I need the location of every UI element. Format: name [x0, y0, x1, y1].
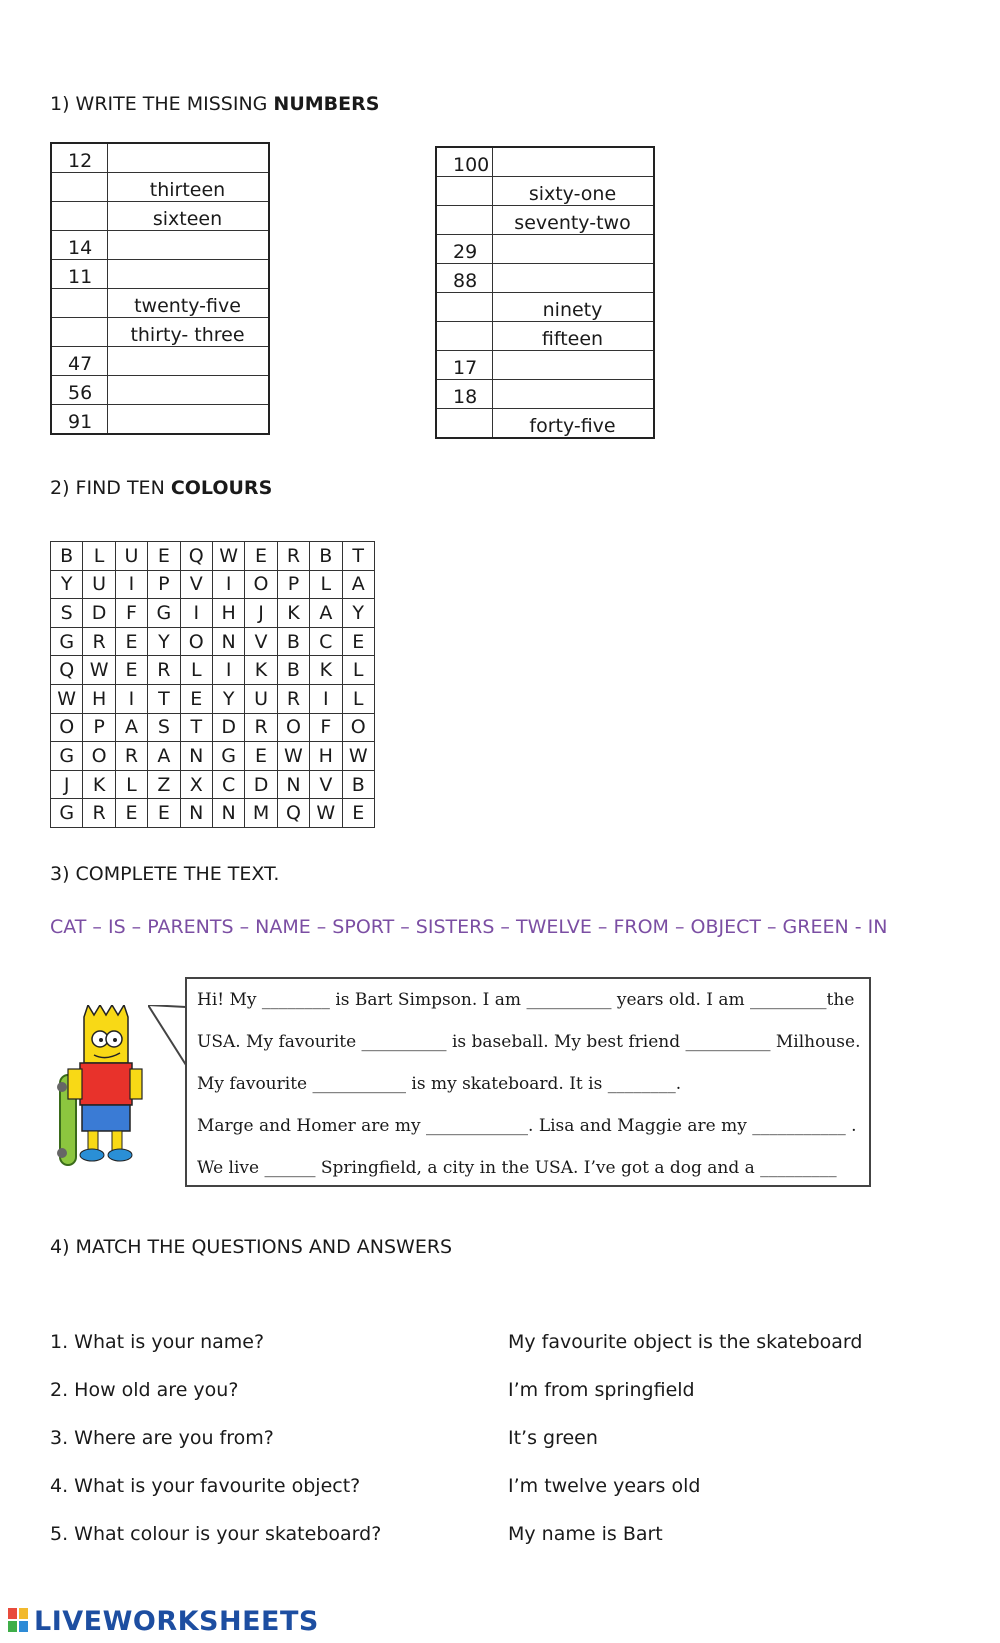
grid-row [51, 713, 375, 742]
grid-letter[interactable]: I [115, 570, 147, 599]
numbers-table-left [50, 142, 270, 435]
grid-row [51, 542, 375, 571]
word-cell[interactable]: twenty-five [107, 289, 269, 318]
answer-1: My favourite object is the skateboard [508, 1331, 863, 1353]
answer-2: I’m from springfield [508, 1379, 695, 1401]
grid-letter[interactable]: V [245, 627, 277, 656]
grid-letter[interactable]: N [277, 770, 309, 799]
grid-letter[interactable]: I [212, 656, 244, 685]
story-line-5: We live ______ Springfield, a city in the USA. I’ve got a dog and a _________ [197, 1158, 837, 1178]
logo-text: LIVEWORKSHEETS [34, 1605, 319, 1637]
grid-letter[interactable]: E [342, 799, 374, 828]
number-cell[interactable]: 11 [51, 260, 107, 289]
grid-row [51, 770, 375, 799]
grid-letter[interactable]: Q [51, 656, 83, 685]
grid-letter[interactable]: Q [277, 799, 309, 828]
number-cell[interactable]: 29 [436, 235, 492, 264]
grid-letter[interactable]: G [51, 627, 83, 656]
grid-letter[interactable]: O [342, 713, 374, 742]
story-line-3: My favourite ___________ is my skateboard. It is ________. [197, 1074, 682, 1094]
grid-letter[interactable]: O [180, 627, 212, 656]
number-row [51, 289, 269, 318]
grid-letter[interactable]: S [148, 713, 180, 742]
word-cell[interactable]: fifteen [492, 322, 654, 351]
number-row [51, 173, 269, 202]
grid-letter[interactable]: B [51, 542, 83, 571]
question-3: 3. Where are you from? [50, 1427, 274, 1449]
grid-letter[interactable]: U [83, 570, 115, 599]
grid-row [51, 599, 375, 628]
number-row [51, 405, 269, 435]
number-cell[interactable]: 18 [436, 380, 492, 409]
grid-letter[interactable]: E [115, 627, 147, 656]
number-row [51, 347, 269, 376]
numbers-table-right [435, 146, 655, 439]
grid-letter[interactable]: F [115, 599, 147, 628]
grid-letter[interactable]: K [277, 599, 309, 628]
word-cell[interactable] [492, 235, 654, 264]
grid-letter[interactable]: Y [342, 599, 374, 628]
number-cell[interactable]: 100 [436, 147, 492, 177]
grid-letter[interactable]: W [83, 656, 115, 685]
grid-letter[interactable]: D [212, 713, 244, 742]
grid-letter[interactable]: C [310, 627, 342, 656]
grid-letter[interactable]: X [180, 770, 212, 799]
grid-row [51, 627, 375, 656]
grid-letter[interactable]: T [148, 684, 180, 713]
number-row [436, 177, 654, 206]
section-2-heading [50, 477, 272, 499]
grid-letter[interactable]: N [212, 799, 244, 828]
number-cell[interactable] [51, 318, 107, 347]
word-cell[interactable] [107, 347, 269, 376]
grid-letter[interactable]: Q [180, 542, 212, 571]
grid-letter[interactable]: O [51, 713, 83, 742]
grid-letter[interactable]: U [115, 542, 147, 571]
number-row [51, 376, 269, 405]
grid-letter[interactable]: O [83, 742, 115, 771]
grid-row [51, 656, 375, 685]
word-cell[interactable] [107, 143, 269, 173]
word-cell[interactable] [107, 405, 269, 435]
grid-letter[interactable]: R [148, 656, 180, 685]
grid-letter[interactable]: E [115, 656, 147, 685]
grid-letter[interactable]: J [245, 599, 277, 628]
word-cell[interactable] [107, 260, 269, 289]
grid-letter[interactable]: R [277, 542, 309, 571]
grid-letter[interactable]: G [212, 742, 244, 771]
answer-4: I’m twelve years old [508, 1475, 701, 1497]
number-cell[interactable] [51, 289, 107, 318]
grid-letter[interactable]: P [277, 570, 309, 599]
grid-letter[interactable]: C [212, 770, 244, 799]
grid-letter[interactable]: E [148, 799, 180, 828]
grid-letter[interactable]: K [245, 656, 277, 685]
grid-letter[interactable]: G [51, 799, 83, 828]
grid-letter[interactable]: B [277, 627, 309, 656]
question-2: 2. How old are you? [50, 1379, 239, 1401]
grid-letter[interactable]: W [212, 542, 244, 571]
grid-row [51, 570, 375, 599]
grid-letter[interactable]: L [180, 656, 212, 685]
grid-letter[interactable]: W [342, 742, 374, 771]
number-cell[interactable]: 14 [51, 231, 107, 260]
grid-letter[interactable]: W [277, 742, 309, 771]
word-cell[interactable] [492, 380, 654, 409]
number-cell[interactable]: 47 [51, 347, 107, 376]
number-cell[interactable] [436, 409, 492, 439]
section-3-heading: 3) COMPLETE THE TEXT. [50, 863, 280, 885]
grid-letter[interactable]: L [83, 542, 115, 571]
grid-letter[interactable]: F [310, 713, 342, 742]
grid-letter[interactable]: T [180, 713, 212, 742]
grid-letter[interactable]: Y [148, 627, 180, 656]
word-cell[interactable] [492, 351, 654, 380]
question-1: 1. What is your name? [50, 1331, 265, 1353]
grid-letter[interactable]: Z [148, 770, 180, 799]
grid-letter[interactable]: G [51, 742, 83, 771]
grid-row [51, 684, 375, 713]
word-search-grid [50, 541, 375, 828]
number-row [436, 351, 654, 380]
grid-letter[interactable]: W [51, 684, 83, 713]
section-2-prefix: 2) FIND TEN [50, 477, 171, 499]
word-cell[interactable]: thirteen [107, 173, 269, 202]
grid-letter[interactable]: E [180, 684, 212, 713]
grid-letter[interactable]: I [180, 599, 212, 628]
word-cell[interactable] [492, 147, 654, 177]
answer-3: It’s green [508, 1427, 598, 1449]
grid-letter[interactable]: N [180, 799, 212, 828]
section-1-prefix: 1) WRITE THE MISSING [50, 93, 274, 115]
number-row [436, 409, 654, 439]
grid-letter[interactable]: Y [212, 684, 244, 713]
number-cell[interactable] [436, 206, 492, 235]
word-cell[interactable]: sixty-one [492, 177, 654, 206]
speech-bubble-tail [148, 1005, 188, 1075]
question-5: 5. What colour is your skateboard? [50, 1523, 382, 1545]
grid-letter[interactable]: H [83, 684, 115, 713]
word-cell[interactable] [492, 264, 654, 293]
grid-letter[interactable]: R [115, 742, 147, 771]
grid-letter[interactable]: I [115, 684, 147, 713]
grid-letter[interactable]: O [277, 713, 309, 742]
grid-letter[interactable]: D [245, 770, 277, 799]
number-row [51, 260, 269, 289]
grid-letter[interactable]: T [342, 542, 374, 571]
grid-row [51, 742, 375, 771]
number-row [51, 202, 269, 231]
section-1-heading [50, 93, 379, 115]
number-cell[interactable]: 12 [51, 143, 107, 173]
word-cell[interactable]: seventy-two [492, 206, 654, 235]
section-1-bold: NUMBERS [273, 93, 380, 115]
grid-letter[interactable]: M [245, 799, 277, 828]
number-row [436, 380, 654, 409]
grid-letter[interactable]: K [310, 656, 342, 685]
grid-letter[interactable]: B [277, 656, 309, 685]
grid-letter[interactable]: L [342, 684, 374, 713]
grid-letter[interactable]: E [148, 542, 180, 571]
section-2-bold: COLOURS [170, 477, 273, 499]
word-cell[interactable]: thirty- three [107, 318, 269, 347]
grid-letter[interactable]: D [83, 599, 115, 628]
number-cell[interactable]: 91 [51, 405, 107, 435]
number-row [51, 231, 269, 260]
grid-letter[interactable]: L [115, 770, 147, 799]
number-row [51, 143, 269, 173]
grid-letter[interactable]: A [115, 713, 147, 742]
grid-letter[interactable]: J [51, 770, 83, 799]
number-cell[interactable] [51, 173, 107, 202]
question-4: 4. What is your favourite object? [50, 1475, 361, 1497]
grid-letter[interactable]: V [180, 570, 212, 599]
grid-letter[interactable]: H [212, 599, 244, 628]
number-row [436, 206, 654, 235]
word-cell[interactable] [107, 376, 269, 405]
number-cell[interactable] [436, 293, 492, 322]
grid-letter[interactable]: E [245, 542, 277, 571]
grid-letter[interactable]: A [310, 599, 342, 628]
story-line-2: USA. My favourite __________ is baseball. My best friend __________ Milhouse. [197, 1032, 861, 1052]
grid-letter[interactable]: Y [51, 570, 83, 599]
number-cell[interactable] [51, 202, 107, 231]
grid-letter[interactable]: O [245, 570, 277, 599]
word-cell[interactable]: forty-five [492, 409, 654, 439]
number-cell[interactable]: 56 [51, 376, 107, 405]
grid-letter[interactable]: A [148, 742, 180, 771]
grid-letter[interactable]: R [277, 684, 309, 713]
number-row [436, 235, 654, 264]
number-row [436, 147, 654, 177]
grid-letter[interactable]: W [310, 799, 342, 828]
grid-letter[interactable]: R [245, 713, 277, 742]
number-row [436, 264, 654, 293]
grid-letter[interactable]: U [245, 684, 277, 713]
word-cell[interactable] [107, 231, 269, 260]
section-4-heading: 4) MATCH THE QUESTIONS AND ANSWERS [50, 1236, 453, 1258]
story-line-4: Marge and Homer are my ____________. Lisa and Maggie are my ___________ . [197, 1116, 857, 1136]
number-row [436, 322, 654, 351]
grid-letter[interactable]: N [212, 627, 244, 656]
grid-letter[interactable]: R [83, 627, 115, 656]
grid-row [51, 799, 375, 828]
grid-letter[interactable]: V [310, 770, 342, 799]
grid-letter[interactable]: H [310, 742, 342, 771]
grid-letter[interactable]: E [245, 742, 277, 771]
word-cell[interactable]: ninety [492, 293, 654, 322]
grid-letter[interactable]: B [342, 770, 374, 799]
number-cell[interactable] [436, 322, 492, 351]
number-row [51, 318, 269, 347]
grid-letter[interactable]: K [83, 770, 115, 799]
grid-letter[interactable]: A [342, 570, 374, 599]
liveworksheets-logo-icon [8, 1608, 30, 1634]
number-cell[interactable] [436, 177, 492, 206]
answer-5: My name is Bart [508, 1523, 663, 1545]
grid-letter[interactable]: L [342, 656, 374, 685]
grid-letter[interactable]: G [148, 599, 180, 628]
liveworksheets-logo [8, 1605, 319, 1637]
grid-letter[interactable]: N [180, 742, 212, 771]
grid-letter[interactable]: E [342, 627, 374, 656]
grid-letter[interactable]: R [83, 799, 115, 828]
grid-letter[interactable]: P [83, 713, 115, 742]
grid-letter[interactable]: E [115, 799, 147, 828]
grid-letter[interactable]: S [51, 599, 83, 628]
number-cell[interactable]: 17 [436, 351, 492, 380]
grid-letter[interactable]: B [310, 542, 342, 571]
grid-letter[interactable]: P [148, 570, 180, 599]
story-line-1: Hi! My ________ is Bart Simpson. I am __________ years old. I am _________the [197, 990, 855, 1010]
word-cell[interactable]: sixteen [107, 202, 269, 231]
grid-letter[interactable]: L [310, 570, 342, 599]
grid-letter[interactable]: I [212, 570, 244, 599]
number-row [436, 293, 654, 322]
word-bank: CAT – IS – PARENTS – NAME – SPORT – SISTERS – TWELVE – FROM – OBJECT – GREEN - IN [50, 916, 888, 938]
number-cell[interactable]: 88 [436, 264, 492, 293]
grid-letter[interactable]: I [310, 684, 342, 713]
